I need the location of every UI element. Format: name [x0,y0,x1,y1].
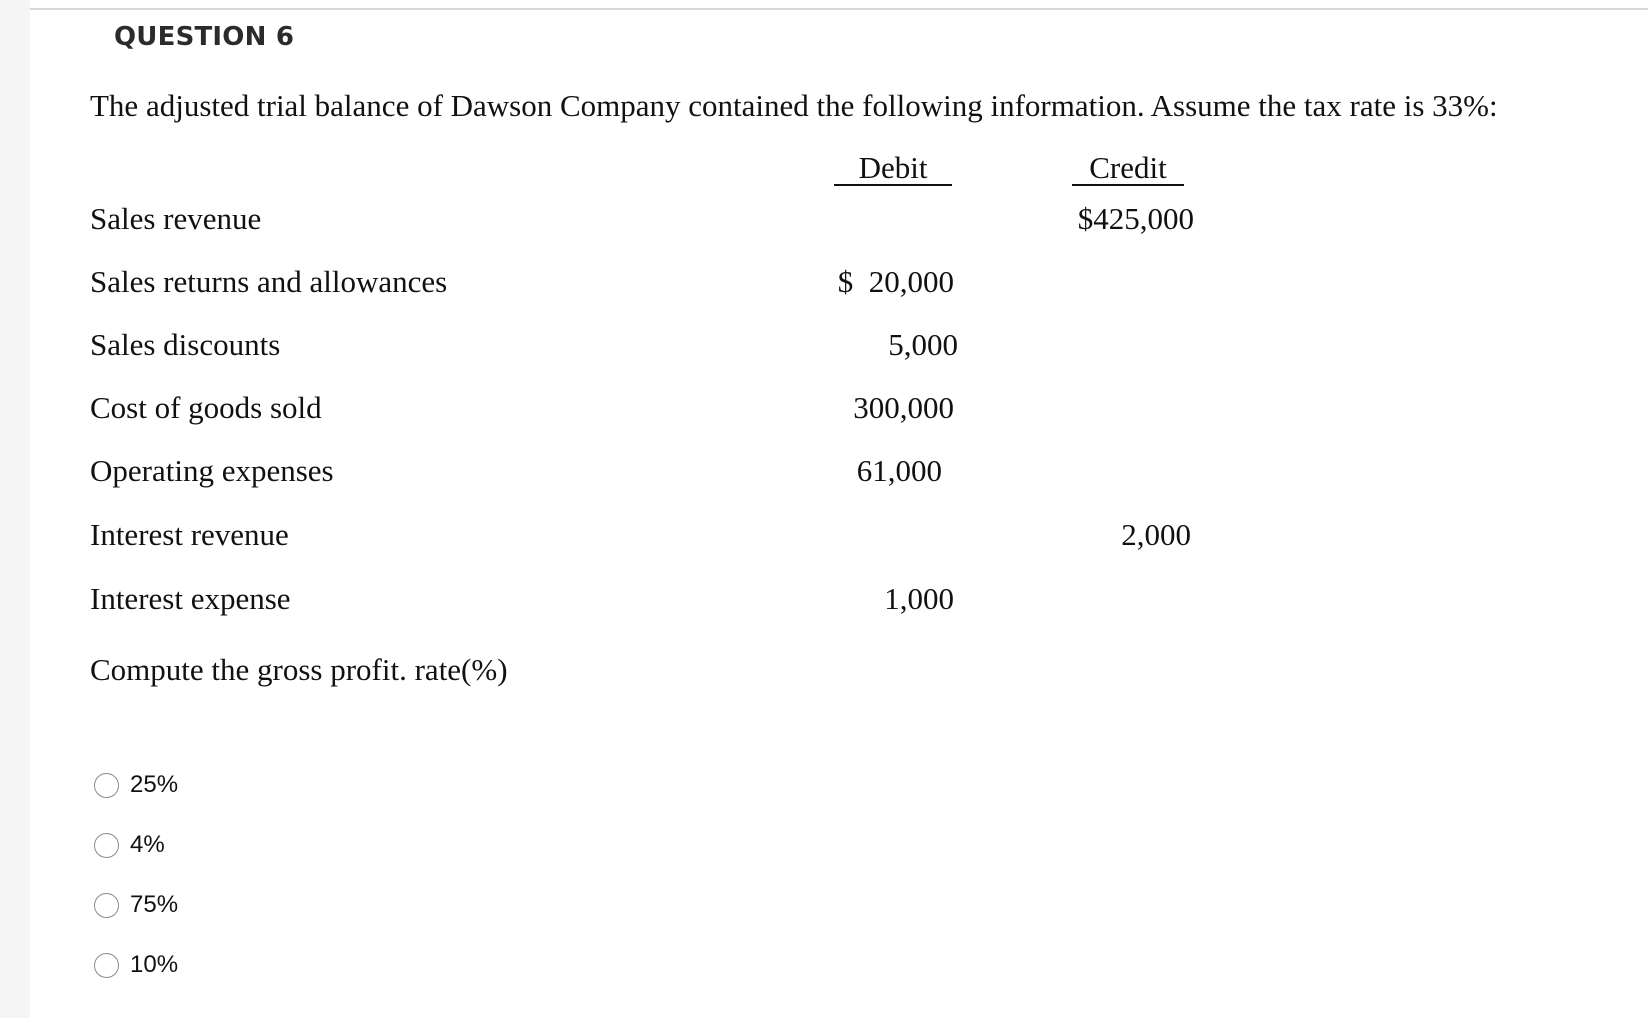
debit-amount-interest-expense: 1,000 [884,581,954,616]
radio-button[interactable] [94,953,119,978]
answer-option-label: 4% [130,831,165,858]
answer-option-label: 10% [130,951,179,978]
row-label-interest-revenue: Interest revenue [90,517,289,552]
credit-column-header: Credit [1072,152,1184,186]
top-divider [30,8,1648,10]
credit-amount-interest-revenue: 2,000 [1121,517,1191,552]
row-label-sales-revenue: Sales revenue [90,201,262,236]
row-label-interest-expense: Interest expense [90,581,291,616]
answer-option-label: 75% [130,891,179,918]
answer-option-25[interactable] [94,770,178,800]
question-title: QUESTION 6 [114,22,295,52]
radio-button[interactable] [94,773,119,798]
answer-option-75[interactable] [94,890,178,920]
debit-amount-operating-expenses: 61,000 [856,453,942,488]
question-prompt: The adjusted trial balance of Dawson Company contained the following information. Assume the tax rate is 33%: [90,88,1498,123]
row-label-sales-discounts: Sales discounts [90,327,281,362]
question-instruction: Compute the gross profit. rate(%) [90,652,508,687]
left-gutter [0,0,30,1018]
debit-amount-cost-of-goods-sold: 300,000 [853,390,954,425]
answer-option-4[interactable] [94,830,165,860]
radio-button[interactable] [94,893,119,918]
debit-amount-sales-discounts: 5,000 [888,327,958,362]
row-label-sales-returns: Sales returns and allowances [90,264,448,299]
answer-option-label: 25% [130,771,179,798]
radio-button[interactable] [94,833,119,858]
answer-option-10[interactable] [94,950,178,980]
row-label-operating-expenses: Operating expenses [90,453,334,488]
row-label-cost-of-goods-sold: Cost of goods sold [90,390,322,425]
debit-amount-sales-returns: $ 20,000 [837,264,954,299]
credit-amount-sales-revenue: $425,000 [1077,201,1194,236]
debit-column-header: Debit [834,152,952,186]
